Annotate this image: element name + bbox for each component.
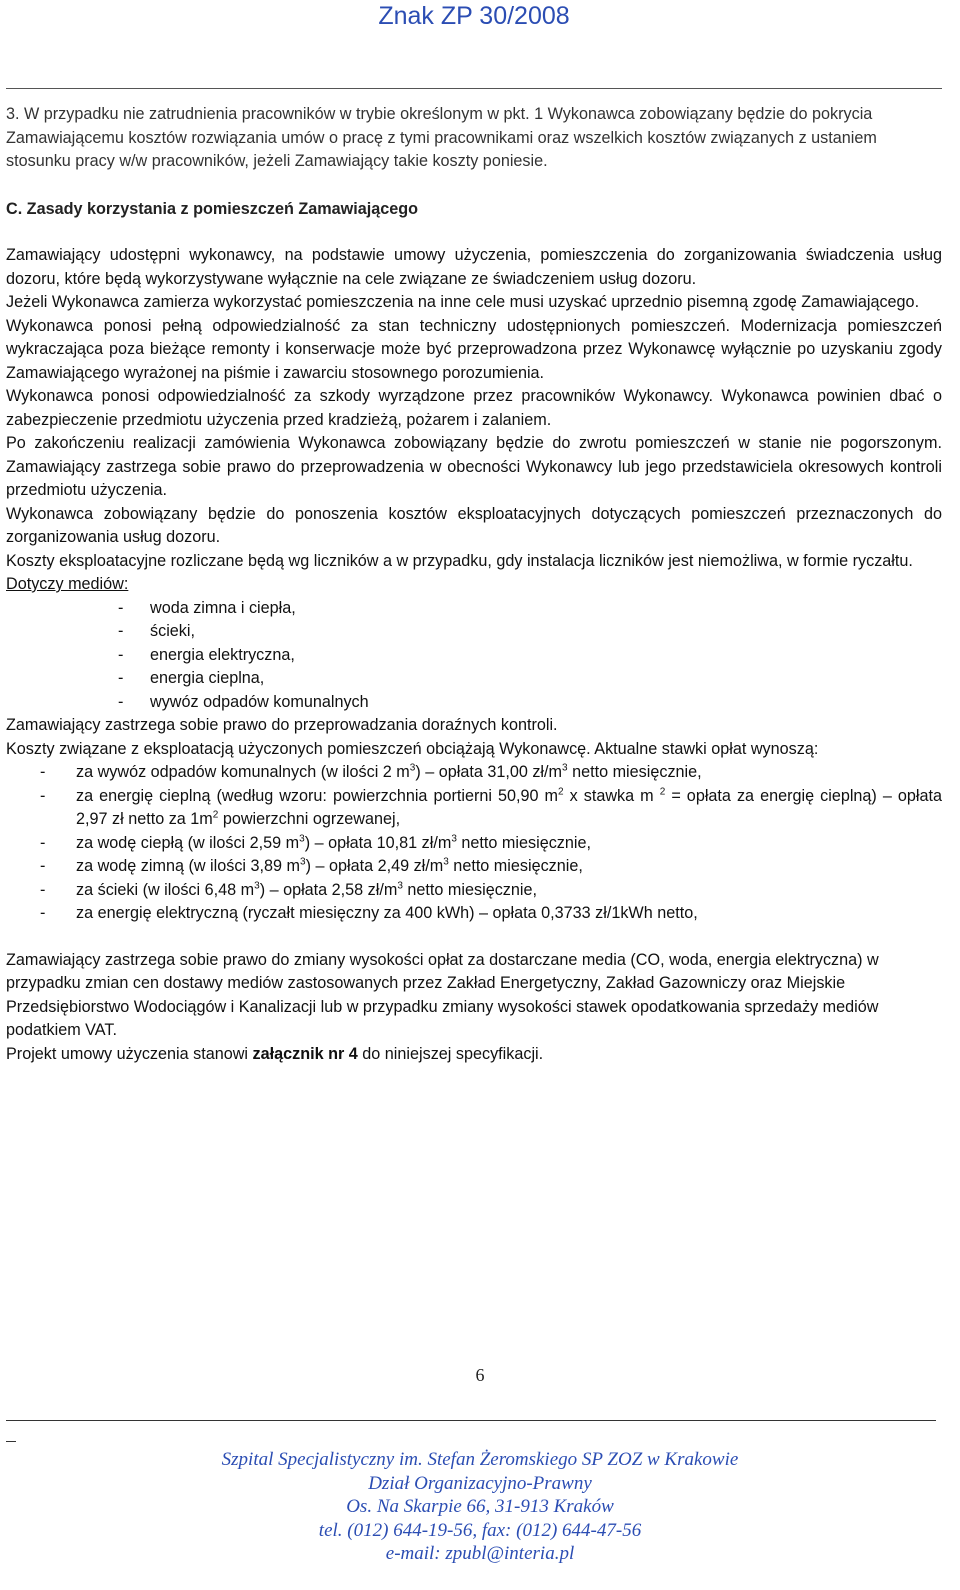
- fee-hot-water: - za wodę ciepłą (w ilości 2,59 $m^3$) – opłata 10,81 $zł/m^3$ netto miesięcznie,: [40, 833, 591, 852]
- fee-waste: - za wywóz odpadów komunalnych (w ilości 2 $m^3$) – opłata 31,00 $zł/m^3$ netto miesięcznie,: [40, 762, 702, 781]
- section-c-heading: C. Zasady korzystania z pomieszczeń Zamawiającego: [6, 199, 419, 218]
- list-item: - wywóz odpadów komunalnych: [118, 692, 369, 711]
- footer-email: e-mail: zpubl@interia.pl: [385, 1543, 575, 1564]
- media-label: Dotyczy mediów:: [6, 575, 129, 593]
- list-item: - energia cieplna,: [118, 669, 265, 687]
- institution-footer: [0, 1448, 960, 1566]
- fee-electricity: - za energię elektryczną (ryczałt miesięczny za 400 kWh) – opłata 0,3733 zł/1kWh netto,: [40, 904, 698, 922]
- footer-address: Os. Na Skarpie 66, 31-913 Kraków: [346, 1496, 614, 1517]
- fee-sewage: - za ścieki (w ilości 6,48 $m^3$) – opłata 2,58 $zł/m^3$ netto miesięcznie,: [40, 880, 537, 899]
- fee-cold-water: - za wodę zimną (w ilości 3,89 $m^3$) – opłata 2,49 $zł/m^3$ netto miesięcznie,: [40, 856, 583, 875]
- fees-list: [6, 761, 942, 926]
- footer-institution-name: Szpital Specjalistyczny im. Stefan Żeromskiego SP ZOZ w Krakowie: [221, 1449, 739, 1470]
- paragraph-return: Po zakończeniu realizacji zamówienia Wykonawca zobowiązany będzie do zwrotu pomieszczeń w stanie nie pogorszonym. Zamawiający zastrzega sobie prawo do przeprowadzenia w obecności Wykonawcy lub jego przedstawiciela okresowych kontroli przedmiotu użyczenia.: [6, 434, 942, 499]
- paragraph-damages: Wykonawca ponosi odpowiedzialność za szkody wyrządzone przez pracowników Wykonawcy. Wykonawca powinien dbać o zabezpieczenie przedmiotu użyczenia przed kradzieżą, pożarem i zalaniem.: [6, 387, 942, 429]
- media-list: [6, 597, 942, 715]
- paragraph-other-use: Jeżeli Wykonawca zamierza wykorzystać pomieszczenia na inne cele musi uzyskać uprzednio pisemną zgodę Zamawiającego.: [6, 293, 920, 311]
- header-divider: [6, 88, 942, 89]
- fees-intro: Koszty związane z eksploatacją użyczonych pomieszczeń obciążają Wykonawcę. Aktualne stawki opłat wynoszą:: [6, 739, 819, 758]
- control-note: Zamawiający zastrzega sobie prawo do przeprowadzania doraźnych kontroli.: [6, 716, 558, 734]
- list-item: - ścieki,: [118, 622, 195, 640]
- footer-department: Dział Organizacyjno-Prawny: [368, 1472, 592, 1494]
- footer-divider: [6, 1420, 936, 1421]
- footer-phone-fax: tel. (012) 644-19-56, fax: (012) 644-47-56: [318, 1519, 642, 1541]
- attachment-note: Projekt umowy użyczenia stanowi załącznik nr 4 do niniejszej specyfikacji.: [6, 1044, 544, 1063]
- paragraph-operating-costs: Wykonawca zobowiązany będzie do ponoszenia kosztów eksploatacyjnych dotyczących pomieszczeń przeznaczonych do zorganizowania usług dozoru.: [6, 504, 942, 546]
- page-number: 6: [475, 1365, 485, 1385]
- footnote-mark: [6, 1441, 16, 1442]
- intro-text: 3. W przypadku nie zatrudnienia pracowników w trybie określonym w pkt. 1 Wykonawca zobowiązany będzie do pokrycia Zamawiającemu kosztów rozwiązania umów o pracę z tymi pracownikami oraz wszelkich kosztów związanych z ustaniem stosunku pracy w/w pracowników, jeżeli Zamawiający takie koszty poniesie.: [6, 105, 877, 170]
- paragraph-lending: Zamawiający udostępni wykonawcy, na podstawie umowy użyczenia, pomieszczenia do zorganizowania świadczenia usług dozoru, które będą wykorzystywane wyłącznie na cele związane ze świadczeniem usług dozoru.: [6, 246, 942, 288]
- spacer: [6, 926, 942, 949]
- document-reference-header: Znak ZP 30/2008: [378, 2, 570, 30]
- attachment-reference: załącznik nr 4: [252, 1044, 358, 1063]
- section-c-body: [6, 244, 942, 1066]
- intro-paragraph: [6, 103, 942, 174]
- list-item: - woda zimna i ciepła,: [118, 598, 296, 617]
- paragraph-meters: Koszty eksploatacyjne rozliczane będą wg liczników a w przypadku, gdy instalacja liczników jest niemożliwa, w formie ryczałtu.: [6, 551, 913, 570]
- closing-section: [6, 949, 942, 1067]
- fee-heat: - za energię cieplną (według wzoru: powierzchnia portierni 50,90 $m^2$ x stawka m $^2$ = opłata za energię cieplną) – opłata 2,97 zł netto za $1m^2$ powierzchni ogrzewanej,: [40, 786, 943, 828]
- list-item: - energia elektryczna,: [118, 645, 295, 664]
- closing-paragraph: Zamawiający zastrzega sobie prawo do zmiany wysokości opłat za dostarczane media (CO, woda, energia elektryczna) w przypadku zmian cen dostawy mediów zastosowanych przez Zakład Energetyczny, Zakład Gazowniczy oraz Miejskie Przedsiębiorstwo Wodociągów i Kanalizacji lub w przypadku zmiany wysokości stawek opodatkowania sprzedaży mediów podatkiem VAT.: [6, 950, 879, 1039]
- paragraph-responsibility: Wykonawca ponosi pełną odpowiedzialność za stan techniczny udostępnionych pomieszczeń. Modernizacja pomieszczeń wykraczająca poza bieżące remonty i konserwacje może być przeprowadzona przez Wykonawcę wyłącznie po uzyskaniu zgody Zamawiającego wyrażonej na piśmie i zawarciu stosownego porozumienia.: [6, 316, 942, 382]
